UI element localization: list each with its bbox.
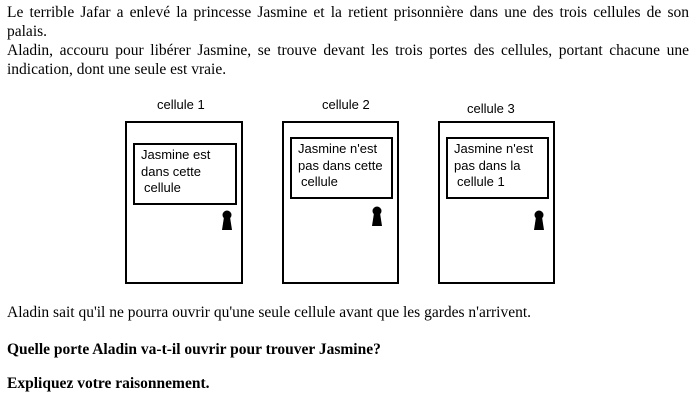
keyhole-icon: [221, 210, 233, 230]
cell-1-sign: [133, 143, 237, 205]
cell-2-door: [282, 121, 399, 284]
intro-paragraph-2: Aladin, accouru pour libérer Jasmine, se trouve devant les trois portes des cellules, portant chacune une indication, dont une seule est vraie.: [7, 42, 689, 78]
cell-1-sign-line-3: cellule: [144, 180, 181, 195]
statement-text: Aladin sait qu'il ne pourra ouvrir qu'une seule cellule avant que les gardes n'arrivent.: [7, 304, 532, 321]
cell-2-sign: [290, 137, 393, 199]
cell-2-sign-line-1: Jasmine n'est: [298, 141, 378, 156]
keyhole-icon: [371, 206, 383, 226]
cell-2-sign-line-3: cellule: [301, 174, 338, 189]
cell-1-sign-line-1: Jasmine est: [141, 147, 211, 162]
cell-2-sign-line-2: pas dans cette: [298, 157, 383, 173]
cell-3-sign-line-2: pas dans la: [454, 157, 521, 173]
cell-3-sign: [446, 137, 549, 199]
intro-paragraph-1: Le terrible Jafar a enlevé la princesse Jasmine et la retient prisonnière dans une des trois cellules de son palais.: [7, 4, 689, 40]
problem-introduction: [7, 3, 689, 79]
instruction-text: Expliquez votre raisonnement.: [7, 375, 210, 392]
cell-3-sign-line-1: Jasmine n'est: [454, 141, 534, 156]
cell-1-label: cellule 1: [157, 97, 205, 112]
cell-1-door: [125, 121, 243, 284]
cell-3-label: cellule 3: [467, 101, 515, 116]
cell-3-sign-line-3: cellule 1: [457, 174, 505, 189]
cell-2-label: cellule 2: [322, 97, 370, 112]
question-text: Quelle porte Aladin va-t-il ouvrir pour trouver Jasmine?: [7, 341, 381, 358]
cell-1-sign-line-2: dans cette: [141, 163, 201, 179]
cell-3-door: [438, 121, 555, 284]
keyhole-icon: [533, 210, 545, 230]
